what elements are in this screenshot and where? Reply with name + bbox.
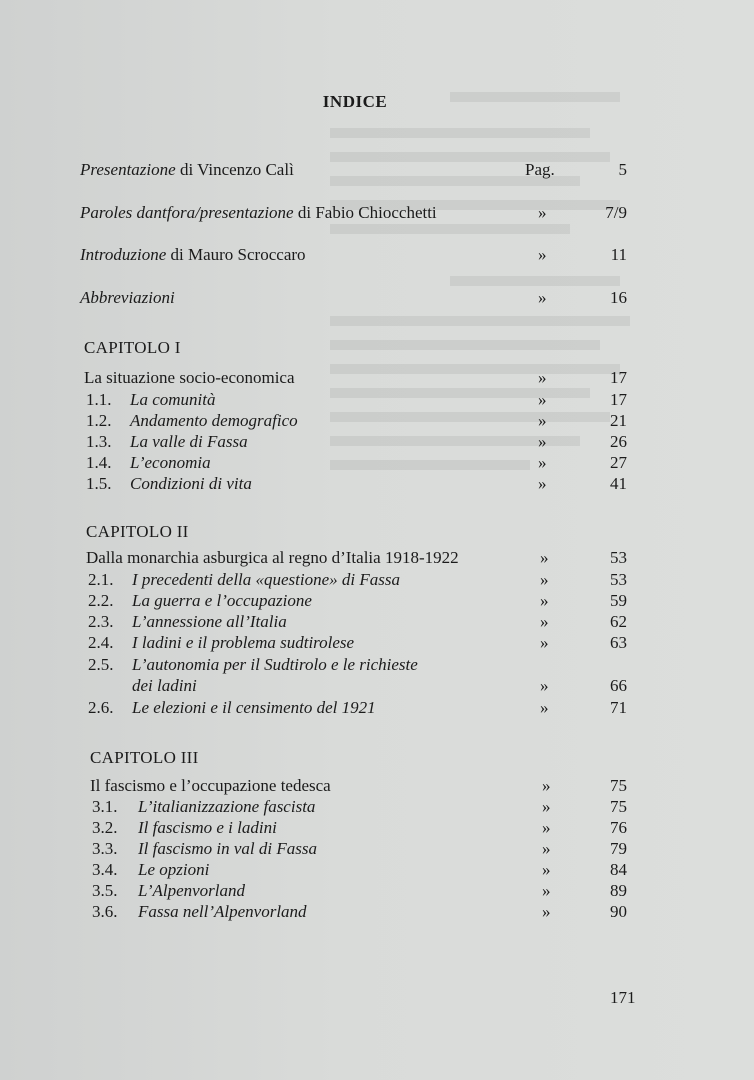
toc-entry-paroles (80, 203, 640, 225)
page-number: 171 (610, 988, 636, 1007)
entry-mark: » (538, 368, 547, 387)
toc-section: 1.2. Andamento demografico » 21 (86, 411, 627, 430)
entry-page: 11 (610, 245, 627, 264)
entry-page: 7/9 (605, 203, 627, 222)
toc-entry-introduzione (80, 245, 640, 267)
toc-section: 2.4. I ladini e il problema sudtirolese » 63 (88, 633, 627, 652)
entry-page: 17 (610, 368, 627, 387)
chapter-heading: CAPITOLO II (86, 522, 189, 541)
toc-section: 2.1. I precedenti della «questione» di Fassa » 53 (88, 570, 627, 589)
chapter-heading: CAPITOLO I (84, 338, 181, 357)
entry-mark: » (542, 776, 551, 795)
toc-section: 3.6. Fassa nell’Alpenvorland » 90 (92, 902, 627, 921)
chapter-title: Il fascismo e l’occupazione tedesca » 75 (90, 776, 627, 795)
toc-section: 3.1. L’italianizzazione fascista » 75 (92, 797, 627, 816)
entry-page: 5 (618, 160, 627, 179)
toc-section: 3.5. L’Alpenvorland » 89 (92, 881, 627, 900)
entry-page: 16 (610, 288, 627, 307)
entry-mark: » (538, 245, 547, 264)
toc-entry-abbreviazioni (80, 288, 640, 310)
toc-section: 2.6. Le elezioni e il censimento del 1921 » 71 (88, 698, 627, 717)
toc-section: 3.2. Il fascismo e i ladini » 76 (92, 818, 627, 837)
chapter-title: La situazione socio-economica » 17 (84, 368, 627, 387)
toc-section: 2.2. La guerra e l’occupazione » 59 (88, 591, 627, 610)
entry-mark: » (540, 548, 549, 567)
toc-section: 2.5. L’autonomia per il Sudtirolo e le richieste dei ladini » 66 (88, 655, 627, 695)
page-title: INDICE (322, 92, 388, 111)
toc-section: 1.5. Condizioni di vita » 41 (86, 474, 627, 493)
chapter-heading: CAPITOLO III (90, 748, 199, 767)
toc-section: 3.4. Le opzioni » 84 (92, 860, 627, 879)
entry-label: Paroles dantfora/presentazione di Fabio Chiocchetti (80, 203, 437, 222)
entry-mark: » (538, 288, 547, 307)
toc-section: 2.3. L’annessione all’Italia » 62 (88, 612, 627, 631)
chapter-title: Dalla monarchia asburgica al regno d’Italia 1918-1922 » 53 (86, 548, 627, 567)
entry-label: Introduzione di Mauro Scroccaro (80, 245, 306, 264)
toc-section: 1.1. La comunità » 17 (86, 390, 627, 409)
entry-page: 75 (610, 776, 627, 795)
toc-section: 1.4. L’economia » 27 (86, 453, 627, 472)
toc-section: 1.3. La valle di Fassa » 26 (86, 432, 627, 451)
toc-section: 3.3. Il fascismo in val di Fassa » 79 (92, 839, 627, 858)
toc-entry-presentazione (80, 160, 640, 182)
entry-label: Presentazione di Vincenzo Calì (80, 160, 294, 179)
entry-mark: Pag. (525, 160, 555, 179)
entry-label: Abbreviazioni (80, 288, 175, 307)
entry-page: 53 (610, 548, 627, 567)
entry-mark: » (538, 203, 547, 222)
